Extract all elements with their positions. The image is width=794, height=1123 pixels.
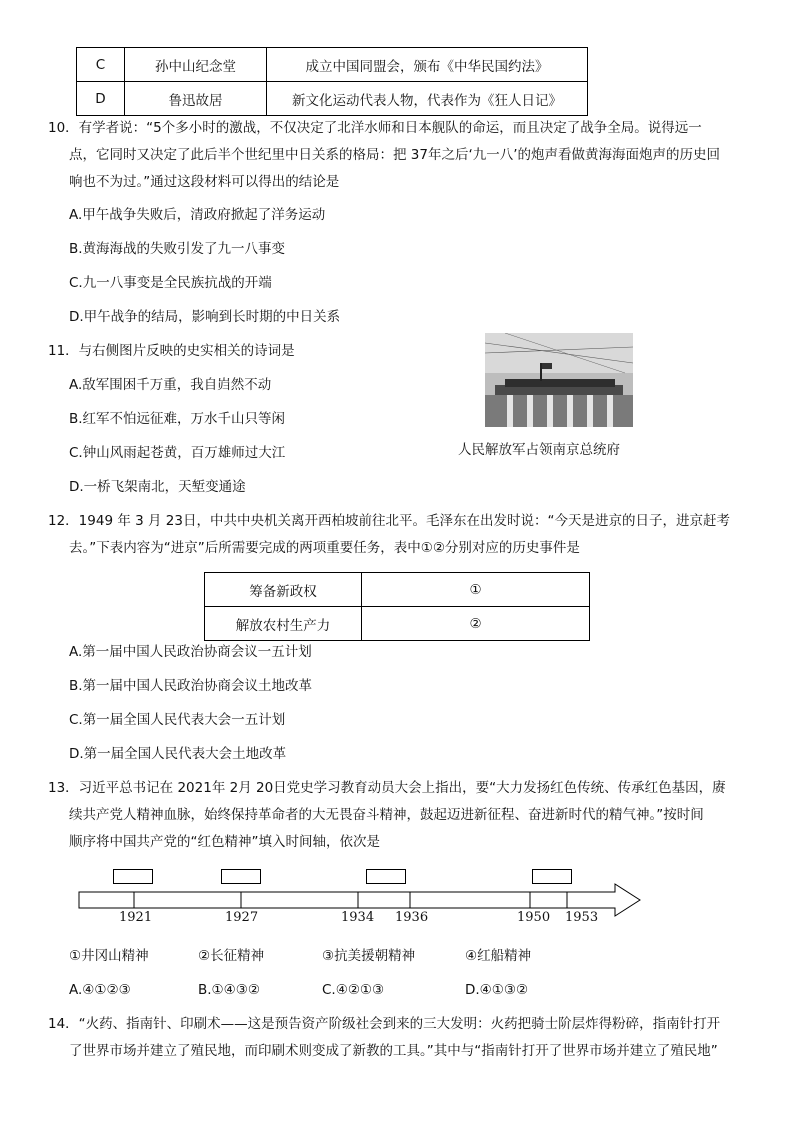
q10-option-d: D.甲午战争的结局，影响到长时期的中日关系 (69, 309, 341, 325)
q14-stem-line-2: 了世界市场并建立了殖民地，而印刷术则变成了新教的工具。”其中与“指南针打开了世界市场并建立了殖民地” (69, 1043, 718, 1059)
year-label: 1936 (395, 910, 429, 925)
q12-option-a: A.第一届中国人民政治协商会议一五计划 (69, 644, 312, 660)
timeline-blank-box-1 (113, 869, 153, 884)
q11-option-b: B.红军不怕远征难，万水千山只等闲 (69, 411, 286, 427)
task-name: 解放农村生产力 (205, 607, 362, 641)
table-row (77, 82, 588, 116)
top-answer-table (76, 47, 588, 116)
year-label: 1953 (565, 910, 599, 925)
q10-stem-line-3: 响也不为过。”通过这段材料可以得出的结论是 (69, 174, 340, 190)
spirit-2: ②长征精神 (198, 948, 265, 964)
q13-option-a: A.④①②③ (69, 982, 131, 998)
row-place: 孙中山纪念堂 (125, 48, 267, 82)
timeline-blank-box-3 (366, 869, 406, 884)
year-label: 1927 (225, 910, 259, 925)
year-label: 1934 (341, 910, 375, 925)
spirit-3: ③抗美援朝精神 (322, 948, 416, 964)
q13-option-d: D.④①③② (465, 982, 529, 998)
row-description: 成立中国同盟会，颁布《中华民国约法》 (267, 48, 588, 82)
row-description: 新文化运动代表人物，代表作为《狂人日记》 (267, 82, 588, 116)
q12-option-d: D.第一届全国人民代表大会土地改革 (69, 746, 287, 762)
q10-option-c: C.九一八事变是全民族抗战的开端 (69, 275, 272, 291)
timeline-blank-box-4 (532, 869, 572, 884)
q10-stem-line-1: 10．有学者说：“5个多小时的激战，不仅决定了北洋水师和日本舰队的命运，而且决定了战争全局。说得远一 (48, 120, 702, 136)
row-letter: D (77, 82, 125, 116)
q12-task-table (204, 572, 590, 641)
q13-stem-line-2: 续共产党人精神血脉，始终保持革命者的大无畏奋斗精神，鼓起迈进新征程、奋进新时代的精气神。”按时间 (69, 807, 704, 823)
q10-option-a: A.甲午战争失败后，清政府掀起了洋务运动 (69, 207, 326, 223)
q11-stem: 11．与右侧图片反映的史实相关的诗词是 (48, 343, 295, 359)
task-name: 筹备新政权 (205, 573, 362, 607)
table-row (77, 48, 588, 82)
task-mark: ② (362, 607, 590, 641)
q12-option-c: C.第一届全国人民代表大会一五计划 (69, 712, 286, 728)
year-label: 1921 (119, 910, 153, 925)
q11-option-c: C.钟山风雨起苍黄，百万雄师过大江 (69, 445, 286, 461)
q10-stem-line-2: 点，它同时又决定了此后半个世纪里中日关系的格局：把 37年之后‘九一八’的炮声看做黄海海面炮声的历史回 (69, 147, 721, 163)
q13-stem-line-1: 13．习近平总书记在 2021年 2月 20日党史学习教育动员大会上指出，要“大力发扬红色传统、传承红色基因，赓 (48, 780, 726, 796)
nanjing-presidential-palace-photo (485, 333, 633, 427)
q10-option-b: B.黄海海战的失败引发了九一八事变 (69, 241, 286, 257)
row-letter: C (77, 48, 125, 82)
spirit-4: ④红船精神 (465, 948, 532, 964)
q11-option-a: A.敌军围困千万重，我自岿然不动 (69, 377, 272, 393)
q12-stem-line-2: 去。”下表内容为“进京”后所需要完成的两项重要任务，表中①②分别对应的历史事件是 (69, 540, 580, 556)
task-mark: ① (362, 573, 590, 607)
q12-stem-line-1: 12．1949 年 3 月 23日，中共中央机关离开西柏坡前往北平。毛泽东在出发时说：“今天是进京的日子，进京赶考 (48, 513, 730, 529)
timeline-blank-box-2 (221, 869, 261, 884)
q11-option-d: D.一桥飞架南北，天堑变通途 (69, 479, 246, 495)
table-row (205, 607, 590, 641)
q13-option-b: B.①④③② (198, 982, 260, 998)
q14-stem-line-1: 14．“火药、指南针、印刷术——这是预告资产阶级社会到来的三大发明：火药把骑士阶层炸得粉碎，指南针打开 (48, 1016, 721, 1032)
photo-caption: 人民解放军占领南京总统府 (458, 442, 620, 458)
year-label: 1950 (517, 910, 551, 925)
photo-illustration (485, 333, 633, 427)
q12-option-b: B.第一届中国人民政治协商会议土地改革 (69, 678, 313, 694)
row-place: 鲁迅故居 (125, 82, 267, 116)
q13-option-c: C.④②①③ (322, 982, 385, 998)
q13-stem-line-3: 顺序将中国共产党的“红色精神”填入时间轴，依次是 (69, 834, 380, 850)
table-row (205, 573, 590, 607)
spirit-1: ①井冈山精神 (69, 948, 149, 964)
